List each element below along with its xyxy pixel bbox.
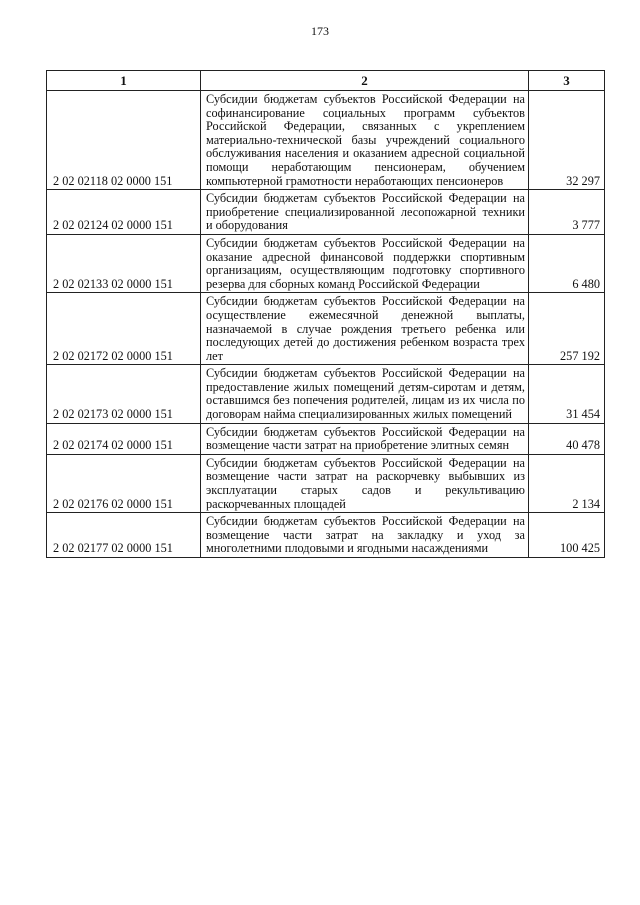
budget-code-cell: 2 02 02176 02 0000 151 <box>47 454 201 512</box>
table-row <box>47 365 605 423</box>
amount-cell: 2 134 <box>529 454 605 512</box>
table-row <box>47 513 605 558</box>
budget-code-cell: 2 02 02173 02 0000 151 <box>47 365 201 423</box>
table-row <box>47 293 605 365</box>
description-cell: Субсидии бюджетам субъектов Российской Федерации на софинансирование социальных программ субъектов Российской Федерации, связанных с укреплением материально-технической базы учреждений социального обслуживания населения и оказанием адресной социальной помощи неработающим пенсионерам, обучением компьютерной грамотности неработающих пенсионеров <box>201 91 529 190</box>
description-cell: Субсидии бюджетам субъектов Российской Федерации на возмещение части затрат на закладку и уход за многолетними плодовыми и ягодными насаждениями <box>201 513 529 558</box>
description-cell: Субсидии бюджетам субъектов Российской Федерации на оказание адресной финансовой поддержки спортивным организациям, осуществляющим подготовку спортивного резерва для сборных команд Российской Федерации <box>201 234 529 292</box>
description-cell: Субсидии бюджетам субъектов Российской Федерации на возмещение части затрат на раскорчевку выбывших из эксплуатации старых садов и рекультивацию раскорчеванных площадей <box>201 454 529 512</box>
column-header-code: 1 <box>47 71 201 91</box>
amount-cell: 40 478 <box>529 423 605 454</box>
amount-cell: 6 480 <box>529 234 605 292</box>
budget-code-cell: 2 02 02118 02 0000 151 <box>47 91 201 190</box>
table-row <box>47 234 605 292</box>
budget-code-cell: 2 02 02177 02 0000 151 <box>47 513 201 558</box>
budget-code-cell: 2 02 02124 02 0000 151 <box>47 190 201 235</box>
page-number: 173 <box>311 24 329 38</box>
column-header-description: 2 <box>201 71 529 91</box>
table-row <box>47 423 605 454</box>
column-header-amount: 3 <box>529 71 605 91</box>
header-row <box>47 71 605 91</box>
budget-table <box>46 70 605 558</box>
description-cell: Субсидии бюджетам субъектов Российской Федерации на возмещение части затрат на приобретение элитных семян <box>201 423 529 454</box>
amount-cell: 100 425 <box>529 513 605 558</box>
description-cell: Субсидии бюджетам субъектов Российской Федерации на приобретение специализированной лесопожарной техники и оборудования <box>201 190 529 235</box>
table-row <box>47 454 605 512</box>
amount-cell: 257 192 <box>529 293 605 365</box>
amount-cell: 32 297 <box>529 91 605 190</box>
table-row <box>47 190 605 235</box>
table-row <box>47 91 605 190</box>
budget-code-cell: 2 02 02172 02 0000 151 <box>47 293 201 365</box>
description-cell: Субсидии бюджетам субъектов Российской Федерации на предоставление жилых помещений детям-сиротам и детям, оставшимся без попечения родителей, лицам из их числа по договорам найма специализированных жилых помещений <box>201 365 529 423</box>
amount-cell: 31 454 <box>529 365 605 423</box>
amount-cell: 3 777 <box>529 190 605 235</box>
description-cell: Субсидии бюджетам субъектов Российской Федерации на осуществление ежемесячной денежной выплаты, назначаемой в случае рождения третьего ребенка или последующих детей до достижения ребенком возраста трех лет <box>201 293 529 365</box>
budget-code-cell: 2 02 02133 02 0000 151 <box>47 234 201 292</box>
budget-code-cell: 2 02 02174 02 0000 151 <box>47 423 201 454</box>
